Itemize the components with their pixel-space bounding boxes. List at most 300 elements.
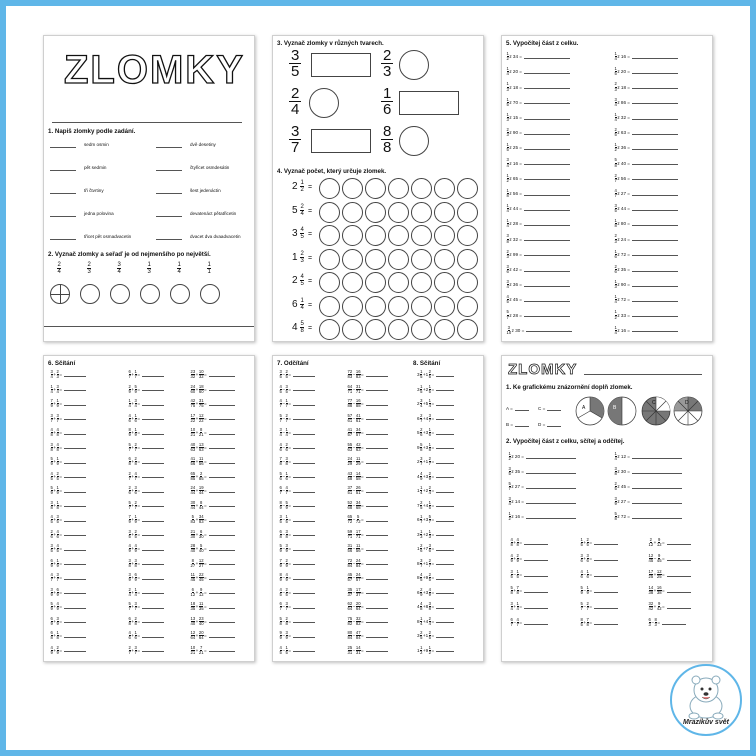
numerator: 4: [128, 412, 131, 418]
pie-a: [576, 397, 604, 425]
denominator: 9: [50, 461, 53, 467]
denominator: 5: [420, 635, 423, 641]
fraction-word: pět sedmin: [84, 165, 107, 170]
fraction: [191, 515, 196, 524]
numerator: 6: [191, 586, 194, 592]
answer-blank: [366, 503, 388, 507]
denominator: 8: [614, 471, 617, 477]
denominator: 4: [420, 620, 423, 626]
operator: −: [352, 401, 356, 407]
equation-row: [128, 515, 164, 524]
page-title-small: ZLOMKY: [508, 361, 578, 378]
operator: +: [53, 531, 57, 537]
answer-blank: [209, 474, 235, 478]
operator: +: [131, 430, 135, 436]
numerator: 3: [285, 528, 288, 534]
operator: +: [131, 546, 135, 552]
numerator: 5: [506, 309, 509, 315]
fraction: [191, 472, 196, 481]
answer-blank: [436, 402, 454, 406]
mixed-addition-row: [417, 573, 454, 582]
denominator: 4: [428, 620, 431, 626]
fraction: [199, 588, 204, 597]
denominator: 7: [614, 177, 617, 183]
denominator: 9: [50, 620, 53, 626]
equals-sign: =: [361, 575, 364, 581]
equals-sign: =: [204, 546, 207, 552]
answer-blank: [366, 373, 388, 377]
expression-text: z 20 =: [509, 69, 522, 75]
denominator: 5: [56, 475, 59, 481]
answer-blank: [594, 589, 618, 593]
fraction: [199, 530, 204, 539]
expression-text: z 99 =: [509, 251, 522, 257]
count-circle: [457, 249, 478, 270]
numerator: 34: [198, 514, 204, 519]
denominator: 3: [506, 132, 509, 138]
denominator: 7: [279, 606, 282, 612]
denominator: 9: [56, 403, 59, 409]
answer-blank: [156, 170, 182, 171]
denominator: 9: [134, 519, 137, 525]
fraction: [356, 617, 361, 626]
count-circle: [342, 225, 363, 246]
answer-blank: [632, 70, 678, 74]
count-circle: [319, 202, 340, 223]
equals-sign: =: [431, 372, 435, 378]
equals-sign: =: [204, 517, 207, 523]
numerator: 18: [198, 383, 204, 389]
fraction: [356, 428, 361, 437]
numerator: 6: [134, 572, 137, 577]
denominator: 21: [198, 432, 204, 438]
answer-blank: [436, 634, 454, 638]
numerator: 40: [190, 441, 196, 447]
denominator: 4: [428, 403, 431, 409]
denominator: 44: [198, 504, 204, 510]
answer-blank: [50, 147, 76, 148]
numerator: 41: [355, 412, 361, 418]
part-of-whole-row: [614, 295, 678, 304]
answer-blank: [209, 373, 235, 377]
answer-blank: [142, 518, 164, 522]
numerator: 12: [198, 557, 204, 563]
denominator: 82: [355, 620, 361, 626]
numerator: 6: [279, 485, 282, 490]
numerator: 1: [285, 514, 288, 519]
fraction: [191, 414, 196, 423]
equation-row: [50, 457, 86, 466]
numerator: 4: [279, 383, 282, 389]
equation-row: [347, 588, 388, 597]
denominator: 3: [87, 269, 91, 275]
numerator: 5: [428, 514, 431, 519]
operator: +: [53, 560, 57, 566]
fraction: [199, 486, 204, 495]
mixed-whole: 1: [417, 546, 420, 552]
mixed-whole: 8: [417, 618, 420, 624]
fraction-word: sedm osmin: [84, 142, 109, 147]
denominator: 40: [190, 548, 196, 554]
fraction-word: tři čtvrtiny: [84, 188, 104, 193]
answer-blank: [142, 648, 164, 652]
denominator: 6: [428, 432, 431, 438]
fraction: [199, 559, 204, 568]
operation-row: [648, 602, 691, 611]
equals-sign: =: [288, 546, 292, 552]
denominator: 40: [198, 620, 204, 626]
numerator: 2: [506, 248, 509, 254]
fraction: [649, 538, 654, 547]
denominator: 9: [56, 649, 59, 655]
answer-blank: [366, 402, 388, 406]
fraction: [657, 538, 662, 547]
numerator: 2: [614, 233, 617, 239]
operator: +: [513, 540, 517, 546]
numerator: 1: [506, 66, 509, 72]
equals-sign: =: [361, 633, 364, 639]
expression-text: z 86 =: [617, 99, 630, 105]
denominator: 8: [279, 620, 282, 626]
fraction: [199, 515, 204, 524]
operator: +: [513, 588, 517, 594]
denominator: 8: [50, 504, 53, 510]
answer-blank: [293, 619, 315, 623]
part-of-whole-row: [506, 128, 570, 137]
operator: −: [352, 546, 356, 552]
pie-answer-label: A =: [506, 406, 513, 411]
numerator: 1: [428, 528, 431, 534]
operator: +: [422, 386, 426, 392]
denominator: 8: [50, 446, 53, 452]
denominator: 45: [190, 577, 196, 583]
equation-row: [190, 472, 235, 481]
numerator: 11: [199, 456, 204, 461]
section-4-heading: 4. Vyznač počet, který určuje zlomek.: [277, 168, 387, 175]
equation-row: [190, 501, 235, 510]
denominator: 4: [134, 591, 137, 597]
answer-blank: [667, 557, 691, 561]
mixed-fraction: [300, 298, 304, 311]
operator: +: [53, 415, 57, 421]
numerator: 59: [347, 528, 353, 534]
denominator: 72: [347, 519, 353, 525]
count-circle: [319, 178, 340, 199]
answer-blank: [142, 576, 164, 580]
fraction: [199, 646, 204, 655]
answer-blank: [293, 634, 315, 638]
numerator: 2: [428, 630, 431, 635]
denominator: 7: [279, 490, 282, 496]
equation-row: [190, 544, 235, 553]
equation-row: [279, 472, 315, 481]
shape-fraction: [289, 48, 301, 79]
mixed-addition-row: [417, 370, 454, 379]
part-of-whole-row: [506, 98, 570, 107]
denominator: 35: [198, 606, 204, 612]
equals-sign: =: [204, 502, 207, 508]
numerator: 32: [355, 615, 361, 621]
fraction: [356, 631, 361, 640]
answer-blank: [64, 373, 86, 377]
denominator: 58: [355, 475, 361, 481]
numerator: 2: [285, 615, 288, 621]
operator: +: [422, 473, 426, 479]
count-circle: [434, 319, 455, 340]
denominator: 9: [279, 635, 282, 641]
numerator: 2: [285, 586, 288, 592]
answer-blank: [632, 146, 678, 150]
expression-text: z 36 =: [509, 282, 522, 288]
expression-text: z 45 =: [617, 484, 630, 490]
fraction: [348, 457, 353, 466]
numerator: 45: [347, 572, 353, 577]
numerator: 24: [347, 456, 353, 461]
denominator: 7: [420, 461, 423, 467]
operator: +: [53, 589, 57, 595]
numerator: 6: [50, 615, 53, 621]
operation-row: [648, 586, 691, 595]
numerator: 2: [428, 456, 431, 461]
numerator: 2: [614, 263, 617, 269]
denominator: 4: [614, 56, 617, 62]
denominator: 7: [285, 403, 288, 409]
answer-blank: [667, 541, 691, 545]
expression-text: z 65 =: [509, 175, 522, 181]
denominator: 4: [506, 223, 509, 229]
equation-row: [279, 530, 315, 539]
numerator: 5: [279, 543, 282, 548]
numerator: 4: [128, 630, 131, 635]
equals-sign: =: [137, 517, 141, 523]
numerator: 6: [648, 617, 651, 622]
mixed-whole: 4: [417, 604, 420, 610]
denominator: 6: [50, 533, 53, 539]
answer-blank: [524, 252, 570, 256]
equals-sign: =: [431, 575, 435, 581]
denominator: 4: [300, 304, 304, 311]
numerator: 31: [198, 398, 204, 403]
part-of-whole-row: [506, 67, 570, 76]
numerator: 24: [355, 572, 361, 577]
equals-sign: =: [288, 531, 292, 537]
answer-blank: [209, 489, 235, 493]
answer-blank: [209, 416, 235, 420]
denominator: 25: [656, 574, 662, 580]
numerator: 1: [614, 451, 617, 456]
answer-blank: [632, 515, 682, 519]
numerator: 7: [128, 514, 131, 519]
expression-text: z 63 =: [617, 130, 630, 136]
equals-sign: =: [431, 589, 435, 595]
answer-blank: [594, 621, 618, 625]
denominator: 45: [198, 577, 204, 583]
name-line: [584, 374, 702, 375]
numerator: 5: [128, 441, 131, 447]
equals-sign: =: [204, 589, 207, 595]
equation-row: [50, 501, 86, 510]
numerator: 1: [420, 485, 423, 490]
numerator: 3: [128, 572, 131, 577]
answer-blank: [436, 460, 454, 464]
answer-blank: [436, 619, 454, 623]
answer-blank: [524, 207, 570, 211]
part-of-whole-row: [614, 98, 678, 107]
answer-blank: [366, 474, 388, 478]
denominator: 83: [347, 374, 353, 380]
brand-logo: [670, 664, 742, 736]
operator: −: [282, 473, 286, 479]
equation-row: [50, 370, 86, 379]
equals-sign: =: [288, 647, 292, 653]
operator: +: [195, 415, 199, 421]
answer-blank: [293, 445, 315, 449]
shape-fraction: [381, 86, 393, 117]
count-circle: [388, 225, 409, 246]
operator: −: [352, 604, 356, 610]
denominator: 4: [506, 71, 509, 77]
expression-text: z 90 =: [617, 282, 630, 288]
expression-text: z 80 =: [617, 221, 630, 227]
equals-sign: =: [137, 386, 141, 392]
mixed-whole: 7: [417, 502, 420, 508]
mixed-whole: 2: [425, 386, 429, 392]
denominator: 5: [614, 71, 617, 77]
numerator: 23: [190, 369, 196, 374]
answer-blank: [632, 222, 678, 226]
mixed-whole: 2: [292, 275, 298, 286]
denominator: 12: [198, 591, 204, 597]
equation-row: [50, 646, 86, 655]
mixed-whole: 8: [425, 604, 429, 610]
mixed-addition-row: [417, 414, 454, 423]
denominator: 7: [420, 417, 423, 423]
equals-sign: =: [59, 459, 63, 465]
answer-blank: [436, 547, 454, 551]
equals-sign: =: [137, 415, 141, 421]
equals-sign: =: [288, 372, 292, 378]
numerator: 1: [516, 601, 519, 606]
numerator: 2: [285, 441, 288, 447]
denominator: 5: [285, 519, 288, 525]
answer-blank: [50, 239, 76, 240]
denominator: 38: [656, 590, 662, 596]
expression-text: z 32 =: [509, 236, 522, 242]
denominator: 57: [355, 577, 361, 583]
equation-row: [347, 370, 388, 379]
answer-blank: [524, 100, 570, 104]
numerator: 3: [285, 601, 288, 606]
expression-text: z 25 =: [509, 145, 522, 151]
answer-blank: [436, 503, 454, 507]
answer-blank: [142, 619, 164, 623]
circle-divider: [51, 294, 70, 295]
operator: +: [131, 488, 135, 494]
equation-row: [128, 573, 164, 582]
equals-sign: =: [589, 572, 593, 578]
numerator: 1: [614, 248, 617, 254]
equals-sign: =: [59, 604, 63, 610]
denominator: 71: [355, 533, 361, 539]
equation-row: [50, 399, 86, 408]
numerator: 3: [508, 496, 511, 501]
denominator: 7: [508, 486, 511, 492]
numerator: 1: [508, 451, 511, 456]
denominator: 8: [428, 606, 431, 612]
denominator: 9: [128, 432, 131, 438]
operator: +: [53, 386, 57, 392]
numerator: 1: [586, 585, 589, 590]
numerator: 3: [506, 233, 509, 239]
fraction-word: dvě desetiny: [190, 142, 216, 147]
numerator: 41: [347, 427, 353, 432]
mixed-addition-row: [417, 486, 454, 495]
denominator: 6: [580, 558, 583, 564]
part-of-whole-row: [508, 497, 576, 506]
equation-row: [50, 559, 86, 568]
count-circle: [457, 296, 478, 317]
answer-blank: [524, 55, 570, 59]
operator: −: [513, 572, 517, 578]
mixed-whole: 8: [417, 560, 420, 566]
denominator: 6: [128, 490, 131, 496]
operator: +: [422, 560, 426, 566]
numerator: 1: [506, 51, 509, 56]
equation-row: [347, 573, 388, 582]
denominator: 64: [355, 606, 361, 612]
denominator: 7: [134, 504, 137, 510]
answer-blank: [632, 455, 682, 459]
operator: +: [583, 540, 587, 546]
answer-blank: [209, 460, 235, 464]
numerator: 1: [508, 511, 511, 516]
equation-row: [279, 559, 315, 568]
numerator: 6: [128, 456, 131, 461]
operator: +: [653, 540, 657, 546]
numerator: 1: [614, 294, 617, 300]
numerator: 2: [291, 85, 300, 102]
equals-sign: =: [204, 575, 207, 581]
part-of-whole-row: [508, 512, 576, 521]
answer-blank: [436, 590, 454, 594]
part-of-whole-row: [506, 52, 570, 61]
numerator: 1: [614, 51, 617, 56]
mixed-whole: 3: [292, 228, 298, 239]
numerator: 7: [279, 557, 282, 563]
operator: −: [282, 488, 286, 494]
p6-section-1-heading: 1. Ke grafickému znázornění doplň zlomek.: [506, 384, 633, 391]
denominator: 56: [190, 461, 196, 467]
expression-text: z 72 =: [617, 251, 630, 257]
count-circle: [457, 272, 478, 293]
shape-rect: [311, 129, 371, 153]
mixed-whole: 8: [417, 575, 420, 581]
equation-row: [279, 414, 315, 423]
denominator: 4: [614, 101, 617, 107]
part-of-whole-row: [614, 512, 682, 521]
operation-row: [510, 538, 548, 547]
denominator: 8: [279, 461, 282, 467]
numerator: 5: [614, 511, 617, 516]
denominator: 5: [134, 533, 137, 539]
answer-blank: [64, 605, 86, 609]
equation-row: [128, 457, 164, 466]
answer-blank: [526, 328, 572, 332]
denominator: 71: [347, 388, 353, 394]
operator: +: [195, 430, 199, 436]
answer-blank: [293, 547, 315, 551]
denominator: 9: [128, 577, 131, 583]
